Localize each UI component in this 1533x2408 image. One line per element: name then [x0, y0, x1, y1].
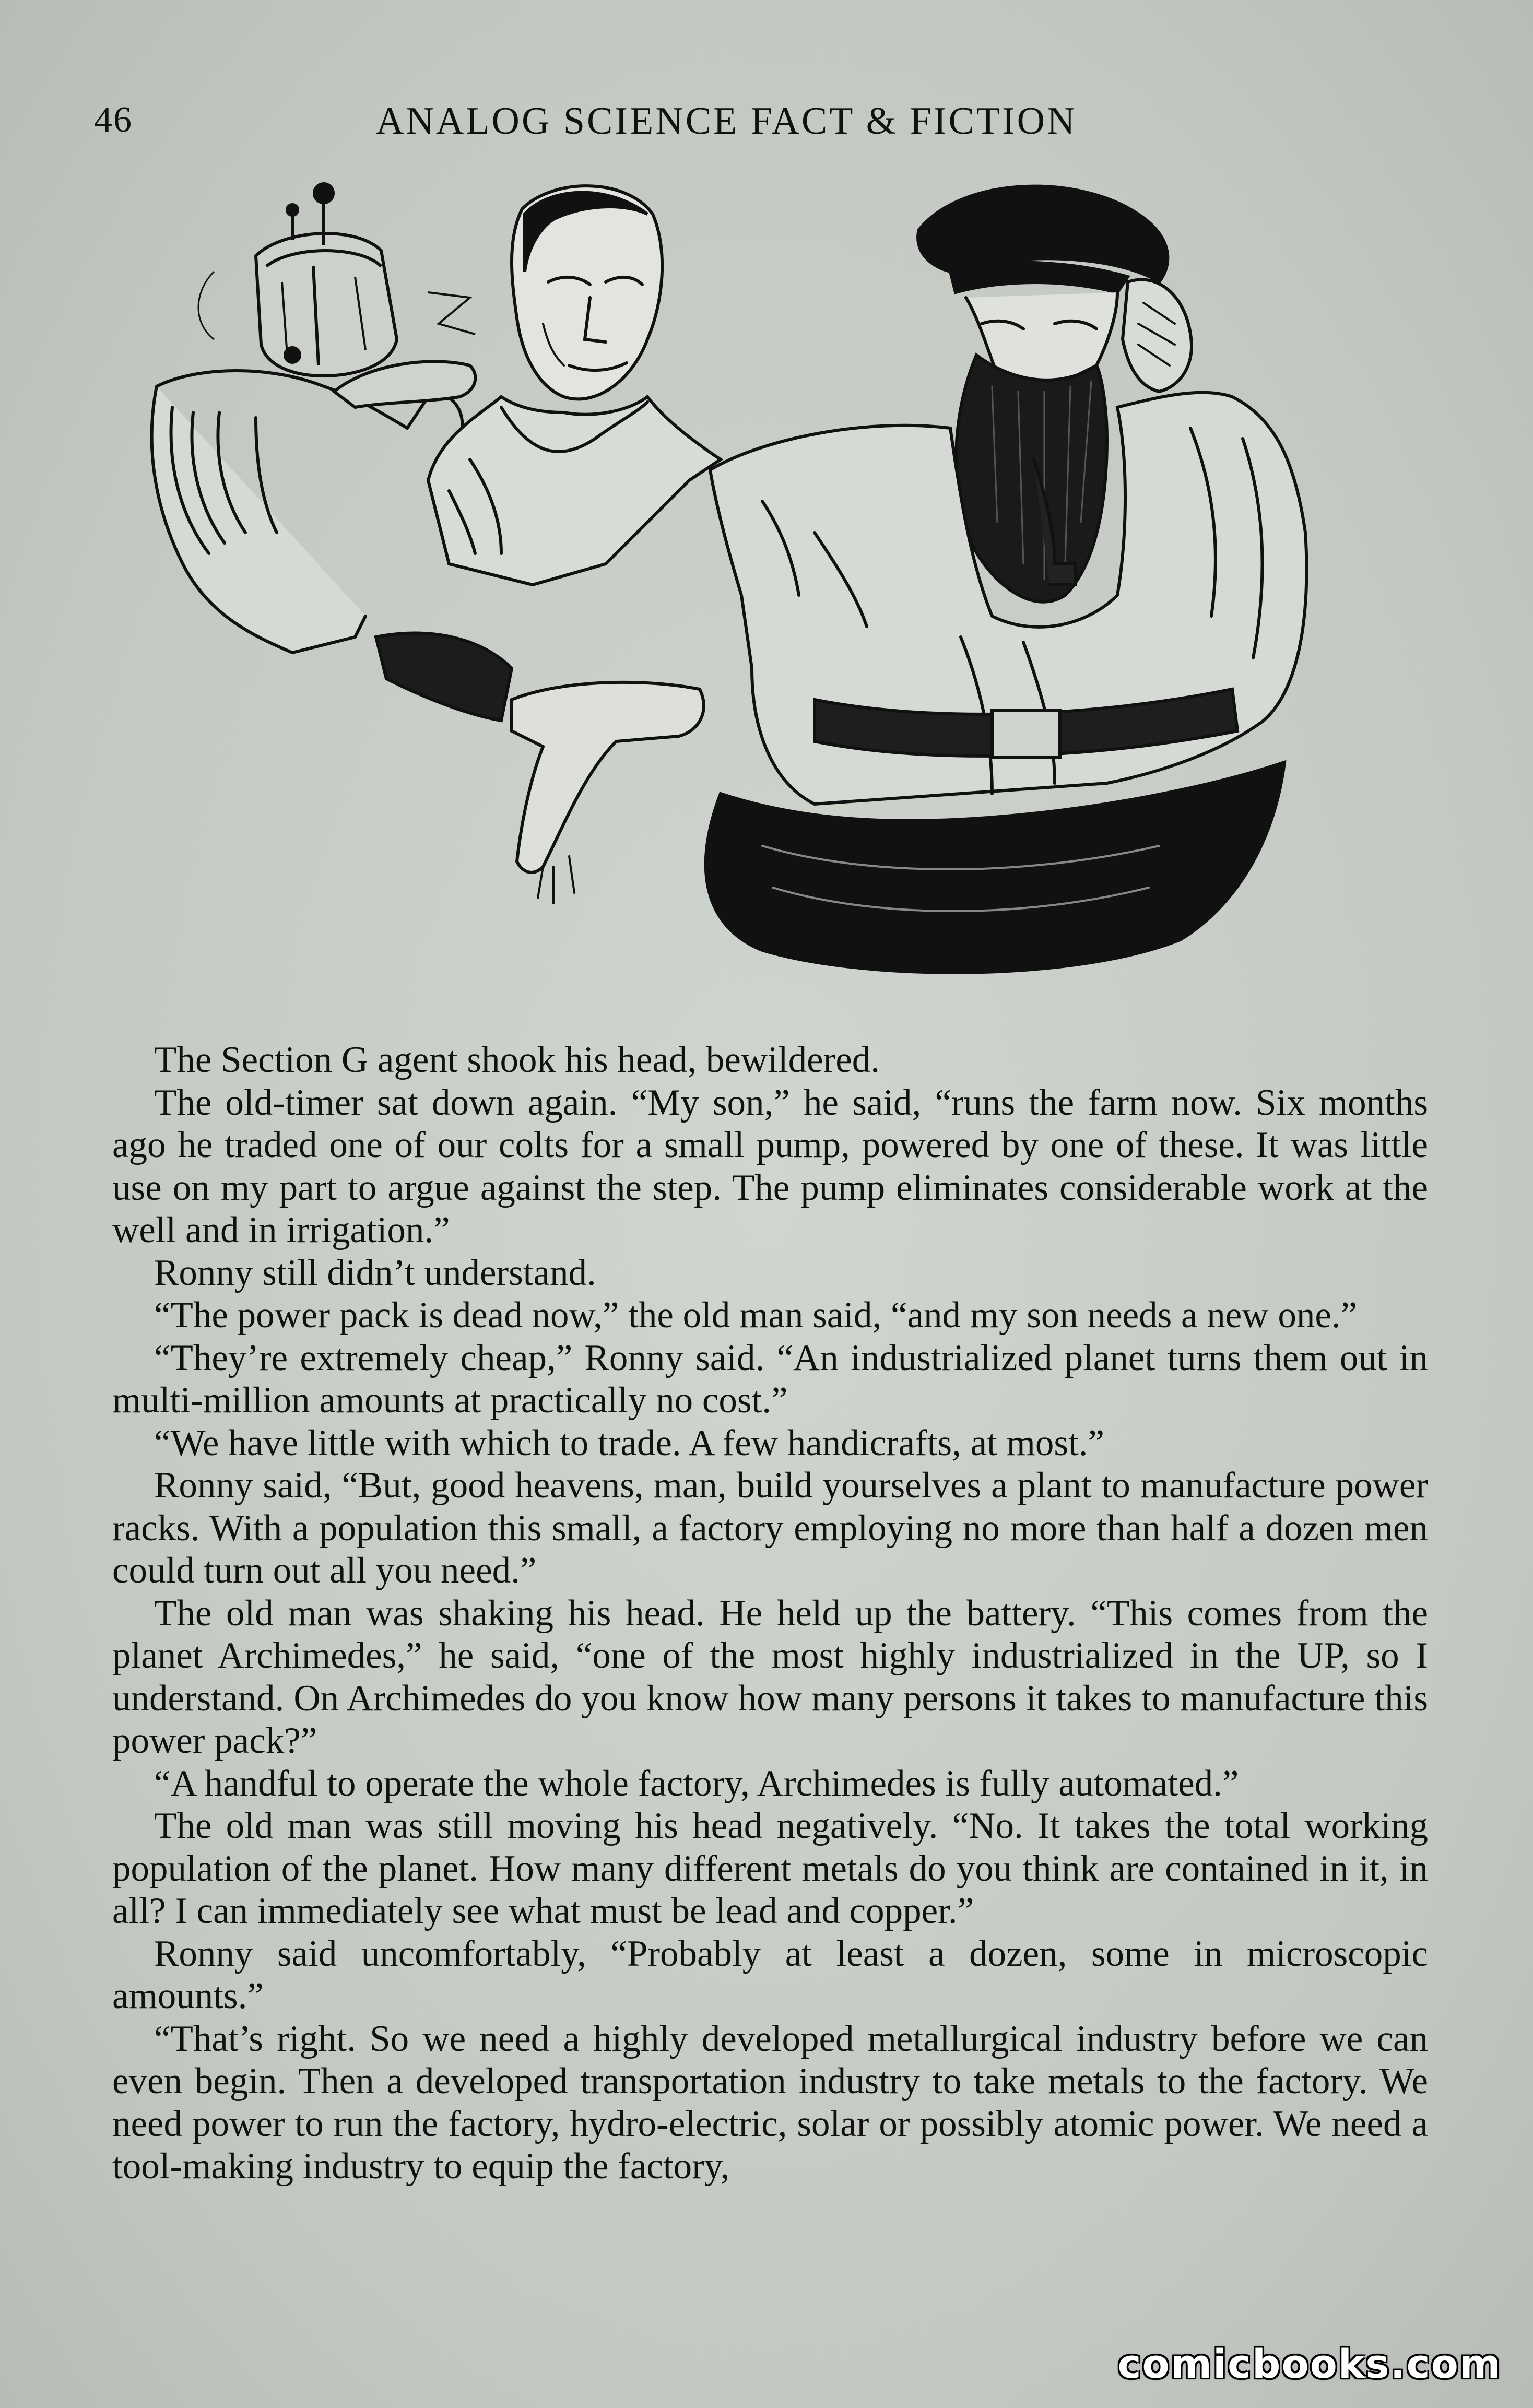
paragraph: “They’re extremely cheap,” Ronny said. “An industrialized planet turns them out in multi-million amounts at practically no cost.”	[112, 1337, 1428, 1421]
man-left	[152, 186, 721, 653]
paragraph: Ronny said uncomfortably, “Probably at least a dozen, some in microscopic amounts.”	[112, 1933, 1428, 2016]
paragraph: The old-timer sat down again. “My son,” he said, “runs the farm now. Six months ago he traded one of our colts for a small pump, powered by one of these. It was little use on my part to argue against the step. The pump eliminates considerable work at the well and in irrigation.”	[112, 1082, 1428, 1250]
running-title: ANALOG SCIENCE FACT & FICTION	[376, 100, 1077, 143]
paragraph: Ronny still didn’t understand.	[154, 1252, 596, 1293]
site-watermark: comicbooks.com	[1117, 2341, 1502, 2387]
paragraph: Ronny said, “But, good heavens, man, build yourselves a plant to manufacture power racks. With a population this small, a factory employing no more than half a dozen men could turn out all you need.”	[112, 1465, 1428, 1591]
power-pack-drawing	[198, 184, 475, 376]
paragraph: The old man was still moving his head negatively. “No. It takes the total working population of the planet. How many different metals do you think are contained in it, in all? I can immediately see what must be lead and copper.”	[112, 1805, 1428, 1931]
page-number: 46	[94, 100, 133, 140]
paragraph: The old man was shaking his head. He held up the battery. “This comes from the planet Archimedes,” he said, “one of the most highly industrialized in the UP, so I understand. On Archimedes do you know how many persons it takes to manufacture this power pack?”	[112, 1592, 1428, 1761]
story-text	[112, 1039, 1428, 2188]
page-header	[0, 99, 1533, 157]
paragraph: “We have little with which to trade. A few handicrafts, at most.”	[154, 1422, 1104, 1463]
paragraph: “The power pack is dead now,” the old man said, “and my son needs a new one.”	[154, 1295, 1358, 1336]
story-illustration	[136, 167, 1368, 1002]
paragraph: “That’s right. So we need a highly developed metallurgical industry before we can even begin. Then a developed transportation industry to take metals to the factory. We need power to run the factory, hydro-electric, solar or possibly atomic power. We need a tool-making industry to equip the factory,	[112, 2018, 1428, 2187]
paragraph: “A handful to operate the whole factory, Archimedes is fully automated.”	[154, 1763, 1239, 1804]
paragraph: The Section G agent shook his head, bewildered.	[154, 1040, 880, 1080]
